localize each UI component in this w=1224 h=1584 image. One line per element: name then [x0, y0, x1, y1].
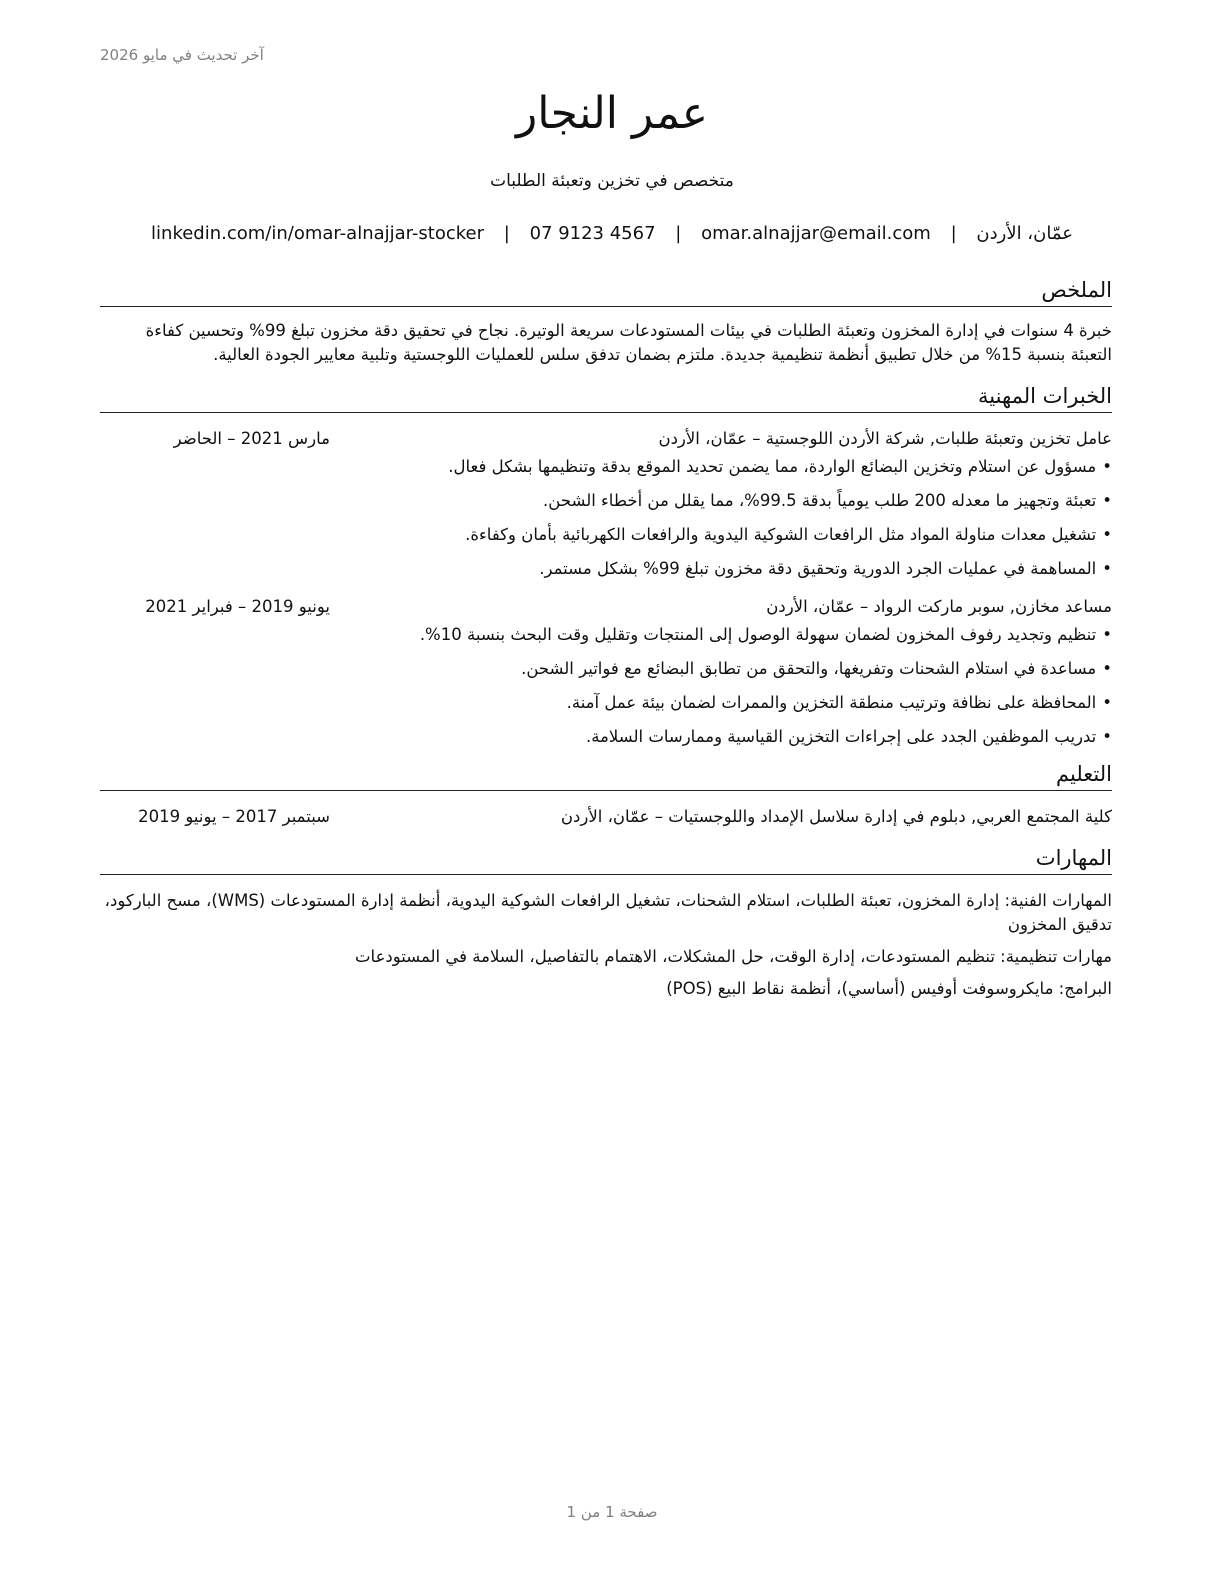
- job-title-line: مساعد مخازن, سوبر ماركت الرواد – عمّان، الأردن: [766, 597, 1112, 616]
- skills-list: [100, 889, 1112, 1001]
- job-dates: يونيو 2019 – فبراير 2021: [145, 597, 330, 616]
- bullet-symbol: •: [1102, 559, 1112, 578]
- job-bullet: [100, 691, 1112, 715]
- job-bullet: [100, 455, 1112, 479]
- contact-phone: 07 9123 4567: [529, 223, 656, 244]
- job-bullet: [100, 557, 1112, 581]
- contact-separator: |: [503, 223, 510, 244]
- bullet-text: تدريب الموظفين الجدد على إجراءات التخزين القياسية وممارسات السلامة.: [585, 727, 1097, 746]
- job-title-line: عامل تخزين وتعبئة طلبات, شركة الأردن اللوجستية – عمّان، الأردن: [658, 429, 1112, 448]
- experience-heading: الخبرات المهنية: [100, 381, 1112, 413]
- job-dates: مارس 2021 – الحاضر: [173, 429, 330, 448]
- bullet-text: تنظيم وتجديد رفوف المخزون لضمان سهولة الوصول إلى المنتجات وتقليل وقت البحث بنسبة 10%.: [419, 625, 1097, 644]
- education-dates: سبتمبر 2017 – يونيو 2019: [138, 807, 330, 826]
- candidate-title: متخصص في تخزين وتعبئة الطلبات: [490, 171, 734, 191]
- bullet-text: تشغيل معدات مناولة المواد مثل الرافعات الشوكية اليدوية والرافعات الكهربائية بأمان وكفاءة.: [465, 525, 1097, 544]
- summary-heading: الملخص: [100, 275, 1112, 307]
- job-bullets: [100, 455, 1112, 581]
- bullet-text: المساهمة في عمليات الجرد الدورية وتحقيق دقة مخزون تبلغ 99% بشكل مستمر.: [539, 559, 1097, 578]
- skills-software: البرامج: مايكروسوفت أوفيس (أساسي)، أنظمة نقاط البيع (POS): [666, 979, 1112, 998]
- contact-location: عمّان، الأردن: [976, 223, 1073, 244]
- contact-linkedin[interactable]: linkedin.com/in/omar-alnajjar-stocker: [151, 223, 485, 244]
- contact-line: [0, 223, 1224, 244]
- candidate-name: عمر النجار: [516, 88, 708, 139]
- job-bullet: [100, 657, 1112, 681]
- resume-content: [100, 275, 1112, 1009]
- bullet-symbol: •: [1102, 693, 1112, 712]
- bullet-text: مسؤول عن استلام وتخزين البضائع الواردة، مما يضمن تحديد الموقع بدقة وتنظيمها بشكل فعال.: [448, 457, 1097, 476]
- skills-organizational: مهارات تنظيمية: تنظيم المستودعات، إدارة الوقت، حل المشكلات، الاهتمام بالتفاصيل، السلامة في المستودعات: [355, 947, 1112, 966]
- last-updated-note: آخر تحديث في مايو 2026: [100, 46, 264, 64]
- skills-technical: المهارات الفنية: إدارة المخزون، تعبئة الطلبات، استلام الشحنات، تشغيل الرافعات الشوكية اليدوية، أنظمة إدارة المستودعات (WMS)، مسح الباركود، تدقيق المخزون: [104, 891, 1112, 934]
- job-bullet: [100, 523, 1112, 547]
- job-bullet: [100, 725, 1112, 749]
- contact-separator: |: [675, 223, 682, 244]
- bullet-symbol: •: [1102, 727, 1112, 746]
- contact-email[interactable]: omar.alnajjar@email.com: [701, 223, 931, 244]
- page-number: صفحة 1 من 1: [566, 1503, 658, 1521]
- bullet-symbol: •: [1102, 491, 1112, 510]
- bullet-symbol: •: [1102, 659, 1112, 678]
- bullet-text: تعبئة وتجهيز ما معدله 200 طلب يومياً بدقة 99.5%، مما يقلل من أخطاء الشحن.: [543, 491, 1097, 510]
- job-bullets: [100, 623, 1112, 749]
- contact-separator: |: [950, 223, 957, 244]
- education-line: كلية المجتمع العربي, دبلوم في إدارة سلاسل الإمداد واللوجستيات – عمّان، الأردن: [560, 807, 1112, 826]
- summary-text: خبرة 4 سنوات في إدارة المخزون وتعبئة الطلبات في بيئات المستودعات سريعة الوتيرة. نجاح في تحقيق دقة مخزون تبلغ 99% وتحسين كفاءة التعبئة بنسبة 15% من خلال تطبيق أنظمة تنظيمية جديدة. ملتزم بضمان تدفق سلس للعمليات اللوجستية وتلبية معايير الجودة العالية.: [145, 321, 1112, 364]
- bullet-text: المحافظة على نظافة وترتيب منطقة التخزين والممرات لضمان بيئة عمل آمنة.: [566, 693, 1097, 712]
- job-entry: [100, 427, 1112, 581]
- bullet-symbol: •: [1102, 457, 1112, 476]
- job-entry: [100, 595, 1112, 749]
- skills-heading: المهارات: [100, 843, 1112, 875]
- education-heading: التعليم: [100, 759, 1112, 791]
- bullet-symbol: •: [1102, 625, 1112, 644]
- job-bullet: [100, 623, 1112, 647]
- education-entry: [100, 805, 1112, 829]
- job-bullet: [100, 489, 1112, 513]
- bullet-symbol: •: [1102, 525, 1112, 544]
- job-header: [100, 427, 1112, 451]
- job-header: [100, 595, 1112, 619]
- bullet-text: مساعدة في استلام الشحنات وتفريغها، والتحقق من تطابق البضائع مع فواتير الشحن.: [521, 659, 1097, 678]
